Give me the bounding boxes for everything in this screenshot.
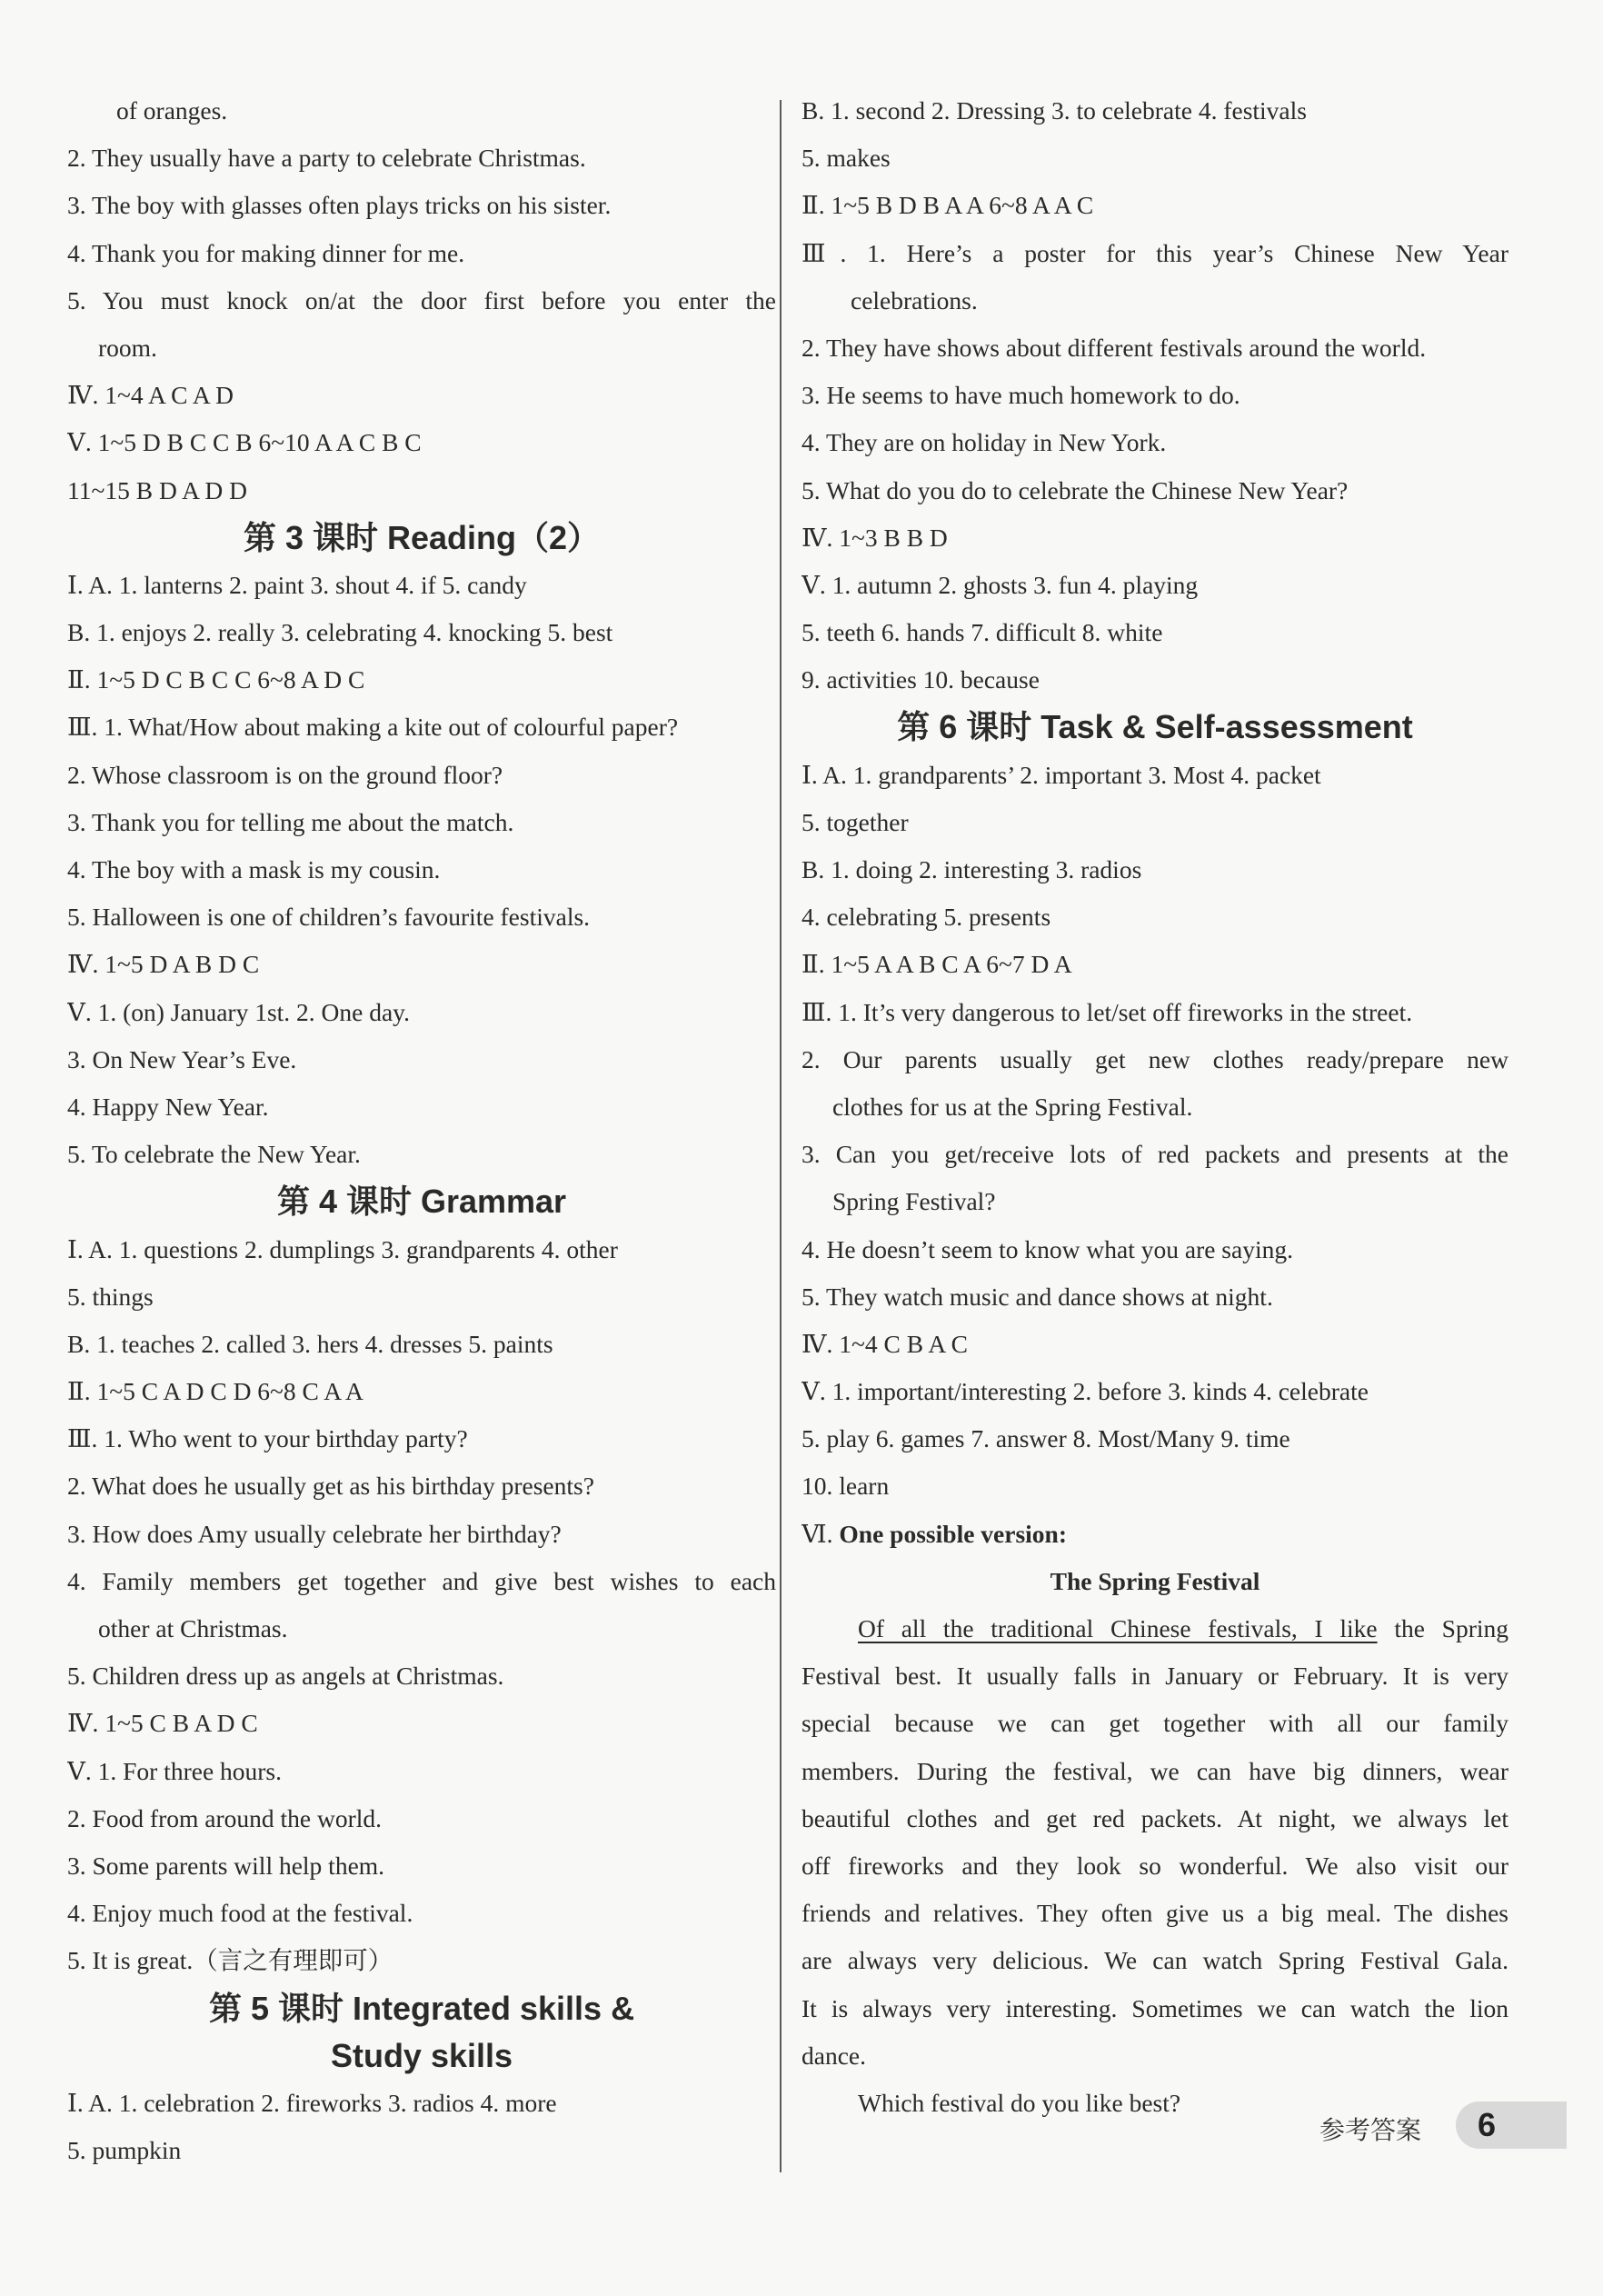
essay-line: are always very delicious. We can watch Spring Festival Gala. [802, 1946, 1508, 1975]
page-number-badge: 6 [1456, 2101, 1567, 2149]
essay-label-prefix: Ⅵ. [802, 1519, 833, 1548]
essay-line: Festival best. It usually falls in January or February. It is very [802, 1662, 1508, 1691]
essay-line: It is always very interesting. Sometimes we can watch the lion [802, 1993, 1508, 2022]
answer-line: Ⅴ. 1. (on) January 1st. 2. One day. [67, 997, 411, 1026]
answer-line: 4. Family members get together and give best wishes to each [67, 1566, 776, 1595]
answer-line: 5. To celebrate the New Year. [67, 1140, 361, 1169]
left-column [67, 87, 776, 2174]
answer-line: Ⅲ. 1. What/How about making a kite out of colourful paper? [67, 713, 679, 742]
answer-line: other at Christmas. [98, 1614, 288, 1642]
essay-last-line: Which festival do you like best? [858, 2088, 1181, 2117]
section-heading: 第 6 课时 Task & Self-assessment [897, 708, 1413, 746]
answer-line: clothes for us at the Spring Festival. [832, 1092, 1193, 1121]
answer-line: Ⅰ. A. 1. grandparents’ 2. important 3. Most 4. packet [802, 760, 1321, 789]
answer-line: Ⅲ. 1. It’s very dangerous to let/set off fireworks in the street. [802, 997, 1413, 1026]
answer-line: 5. play 6. games 7. answer 8. Most/Many 9. time [802, 1424, 1290, 1453]
answer-line: 5. Halloween is one of children’s favourite festivals. [67, 903, 591, 932]
answer-line: 2. They usually have a party to celebrate Christmas. [67, 144, 586, 173]
answer-line: 11~15 B D A D D [67, 475, 247, 504]
answer-line: 4. celebrating 5. presents [802, 903, 1051, 932]
essay-end-line: dance. [802, 2041, 866, 2070]
answer-line: Ⅰ. A. 1. celebration 2. fireworks 3. radios 4. more [67, 2088, 557, 2117]
answer-line: 2. Our parents usually get new clothes ready/prepare new [802, 1044, 1508, 1073]
essay-label: One possible version: [839, 1519, 1067, 1548]
answer-line: 5. They watch music and dance shows at night. [802, 1282, 1273, 1311]
section-heading: 第 5 课时 Integrated skills & [208, 1989, 635, 2027]
answer-line: 5. You must knock on/at the door first before you enter the [67, 285, 776, 314]
section-heading: Study skills [330, 2036, 513, 2074]
answer-line: 5. What do you do to celebrate the Chinese New Year? [802, 475, 1349, 504]
answer-line: Ⅱ. 1~5 A A B C A 6~7 D A [802, 950, 1072, 979]
right-column-answers [802, 87, 1508, 1511]
answer-line: room. [98, 333, 157, 362]
answer-line: Ⅰ. A. 1. questions 2. dumplings 3. grandparents 4. other [67, 1234, 618, 1263]
answer-line: 4. Enjoy much food at the festival. [67, 1899, 413, 1928]
answer-line: Ⅳ. 1~4 C B A C [802, 1329, 968, 1358]
answer-line: 5. It is great.（言之有理即可） [67, 1946, 393, 1975]
answer-line: 3. Thank you for telling me about the match. [67, 807, 514, 836]
answer-line: Ⅴ. 1. autumn 2. ghosts 3. fun 4. playing [802, 570, 1199, 599]
section-heading: 第 4 课时 Grammar [276, 1183, 567, 1221]
answer-line: 3. On New Year’s Eve. [67, 1044, 297, 1073]
essay-body [802, 1652, 1508, 2032]
answer-line: celebrations. [851, 285, 978, 314]
answer-line: of oranges. [116, 96, 228, 125]
answer-line: 10. learn [802, 1472, 890, 1501]
answer-line: 5. pumpkin [67, 2136, 182, 2165]
answer-line: Ⅱ. 1~5 D C B C C 6~8 A D C [67, 665, 365, 694]
answer-line: 4. Happy New Year. [67, 1092, 269, 1121]
answer-line: 5. Children dress up as angels at Christmas. [67, 1662, 504, 1691]
answer-line: 2. Food from around the world. [67, 1803, 382, 1832]
essay-section [802, 1511, 1508, 2127]
essay-first-rest: the Spring [1377, 1614, 1508, 1642]
answer-line: 4. They are on holiday in New York. [802, 428, 1167, 457]
answer-line: Ⅴ. 1. For three hours. [67, 1756, 283, 1785]
answer-line: 2. What does he usually get as his birthday presents? [67, 1472, 594, 1501]
answer-line: Ⅳ. 1~5 C B A D C [67, 1709, 258, 1738]
answer-line: Ⅳ. 1~5 D A B D C [67, 950, 260, 979]
answer-line: B. 1. enjoys 2. really 3. celebrating 4. knocking 5. best [67, 618, 613, 647]
essay-line: members. During the festival, we can have big dinners, wear [802, 1756, 1508, 1785]
answer-line: 4. He doesn’t seem to know what you are saying. [802, 1234, 1293, 1263]
footer-label: 参考答案 [1319, 2115, 1422, 2145]
answer-line: Ⅱ. 1~5 B D B A A 6~8 A A C [802, 191, 1094, 220]
answer-line: 9. activities 10. because [802, 665, 1040, 694]
essay-label-line [802, 1511, 1508, 1558]
answer-line: Ⅳ. 1~3 B B D [802, 523, 948, 552]
answer-line: B. 1. doing 2. interesting 3. radios [802, 855, 1142, 883]
answer-line: Spring Festival? [832, 1187, 996, 1216]
essay-title: The Spring Festival [1050, 1566, 1260, 1595]
essay-line: special because we can get together with all our family [802, 1709, 1508, 1738]
essay-line: friends and relatives. They often give us a big meal. The dishes [802, 1899, 1508, 1928]
answer-line: B. 1. second 2. Dressing 3. to celebrate 4. festivals [802, 96, 1307, 125]
answer-line: 3. How does Amy usually celebrate her birthday? [67, 1519, 562, 1548]
answer-line: Ⅱ. 1~5 C A D C D 6~8 C A A [67, 1377, 363, 1406]
answer-line: 2. Whose classroom is on the ground floor? [67, 760, 503, 789]
answer-line: B. 1. teaches 2. called 3. hers 4. dresses 5. paints [67, 1329, 553, 1358]
right-column [802, 87, 1508, 2127]
answer-line: Ⅳ. 1~4 A C A D [67, 381, 234, 410]
answer-line: 4. Thank you for making dinner for me. [67, 238, 465, 267]
answer-line: 4. The boy with a mask is my cousin. [67, 855, 441, 883]
essay-line: off fireworks and they look so wonderful. We also visit our [802, 1851, 1508, 1880]
answer-line: 3. Can you get/receive lots of red packets and presents at the [802, 1140, 1508, 1169]
answer-line: 2. They have shows about different festivals around the world. [802, 333, 1427, 362]
answer-line: Ⅲ. 1. Who went to your birthday party? [67, 1424, 468, 1453]
column-divider [780, 100, 782, 2172]
answer-line: 3. Some parents will help them. [67, 1851, 385, 1880]
section-heading: 第 3 课时 Reading（2） [243, 518, 601, 556]
answer-line: Ⅰ. A. 1. lanterns 2. paint 3. shout 4. if 5. candy [67, 570, 527, 599]
answer-line: Ⅲ. 1. Here’s a poster for this year’s Chinese New Year [802, 238, 1508, 267]
answer-line: Ⅴ. 1~5 D B C C B 6~10 A A C B C [67, 428, 422, 457]
essay-line: beautiful clothes and get red packets. At night, we always let [802, 1803, 1508, 1832]
answer-line: 3. He seems to have much homework to do. [802, 381, 1240, 410]
answer-line: 5. makes [802, 144, 891, 173]
answer-line: 5. together [802, 807, 909, 836]
answer-line: 3. The boy with glasses often plays tricks on his sister. [67, 191, 612, 220]
essay-first-line [802, 1605, 1508, 1652]
answer-line: Ⅴ. 1. important/interesting 2. before 3. kinds 4. celebrate [802, 1377, 1369, 1406]
answer-line: 5. things [67, 1282, 154, 1311]
answer-line: 5. teeth 6. hands 7. difficult 8. white [802, 618, 1163, 647]
essay-underlined-phrase: Of all the traditional Chinese festivals, I like [858, 1614, 1378, 1642]
